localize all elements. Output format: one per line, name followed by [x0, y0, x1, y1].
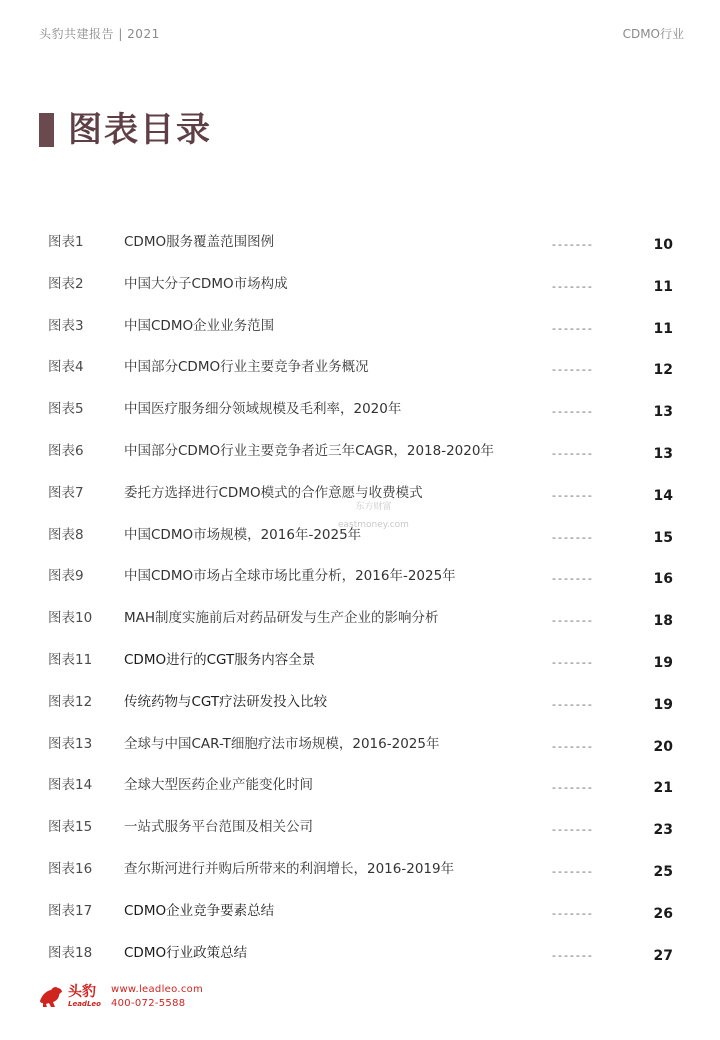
toc-leader-dashes: -------: [552, 614, 594, 628]
footer-phone: 400-072-5588: [110, 998, 186, 1009]
toc-figure-title[interactable]: 中国医疗服务细分领域规模及毛利率，2020年: [124, 401, 402, 418]
toc-row[interactable]: [0, 220, 720, 262]
toc-page-number: 27: [653, 947, 673, 964]
toc-leader-dashes: -------: [552, 279, 594, 293]
toc-page-number: 12: [653, 362, 673, 379]
toc-leader-dashes: -------: [552, 781, 594, 795]
toc-row[interactable]: [0, 304, 720, 346]
toc-leader-dashes: -------: [552, 321, 594, 335]
toc-leader-dashes: -------: [552, 823, 594, 837]
logo-english-name: LeadLeo: [68, 1000, 101, 1008]
title-block: [39, 110, 212, 150]
toc-figure-label: 图表9: [48, 568, 84, 585]
toc-figure-label: 图表18: [48, 944, 93, 961]
footer-website-link[interactable]: www.leadleo.com: [110, 984, 204, 995]
watermark-line-1: 东方财富: [355, 502, 392, 512]
toc-page-number: 11: [653, 320, 673, 337]
toc-page-number: 25: [653, 863, 673, 880]
toc-figure-label: 图表17: [48, 902, 93, 919]
toc-leader-dashes: -------: [552, 948, 594, 962]
watermark: [338, 498, 409, 534]
toc-leader-dashes: -------: [552, 405, 594, 419]
toc-figure-label: 图表1: [48, 234, 84, 250]
toc-page-number: 14: [653, 487, 673, 504]
toc-figure-label: 图表6: [48, 442, 84, 459]
toc-page-number: 19: [653, 696, 673, 713]
header-industry-label: CDMO行业: [622, 27, 684, 41]
toc-figure-title[interactable]: 中国CDMO企业业务范围: [124, 317, 275, 334]
toc-figure-label: 图表13: [48, 735, 93, 752]
toc-leader-dashes: -------: [552, 572, 594, 586]
toc-page-number: 21: [653, 780, 673, 797]
toc-row[interactable]: [0, 722, 720, 764]
toc-leader-dashes: -------: [552, 488, 594, 502]
logo-chinese-name: 头豹: [68, 984, 96, 1000]
toc-page-number: 15: [653, 529, 673, 546]
toc-row[interactable]: [0, 387, 720, 429]
toc-row[interactable]: [0, 345, 720, 387]
toc-leader-dashes: -------: [552, 363, 594, 377]
leopard-logo-icon: [38, 985, 64, 1009]
toc-figure-label: 图表15: [48, 819, 93, 836]
toc-leader-dashes: -------: [552, 906, 594, 920]
toc-figure-label: 图表3: [48, 317, 84, 334]
toc-figure-title[interactable]: 全球与中国CAR-T细胞疗法市场规模，2016-2025年: [124, 735, 440, 752]
toc-figure-label: 图表14: [48, 777, 93, 794]
toc-leader-dashes: -------: [552, 238, 594, 251]
toc-figure-label: 图表16: [48, 860, 93, 877]
toc-row[interactable]: [0, 889, 720, 931]
toc-page-number: 16: [653, 571, 673, 588]
toc-figure-title[interactable]: 传统药物与CGT疗法研发投入比较: [124, 693, 328, 710]
toc-figure-label: 图表7: [48, 484, 84, 501]
toc-leader-dashes: -------: [552, 446, 594, 460]
toc-row[interactable]: [0, 262, 720, 304]
toc-page-number: 19: [653, 654, 673, 671]
toc-row[interactable]: [0, 596, 720, 638]
toc-leader-dashes: -------: [552, 739, 594, 753]
toc-figure-label: 图表5: [48, 401, 84, 418]
page-title: 图表目录: [68, 110, 212, 150]
toc-leader-dashes: -------: [552, 697, 594, 711]
toc-leader-dashes: -------: [552, 655, 594, 669]
toc-figure-title[interactable]: CDMO行业政策总结: [124, 944, 248, 961]
toc-figure-label: 图表2: [48, 275, 84, 292]
toc-leader-dashes: -------: [552, 864, 594, 878]
toc-page-number: 18: [653, 613, 673, 630]
toc-figure-title[interactable]: CDMO进行的CGT服务内容全景: [124, 651, 316, 668]
toc-row[interactable]: [0, 638, 720, 680]
toc-page-number: 13: [653, 404, 673, 421]
footer: [38, 983, 203, 1011]
toc-page-number: 23: [653, 822, 673, 839]
toc-row[interactable]: [0, 554, 720, 596]
toc-figure-label: 图表8: [48, 526, 84, 543]
toc-row[interactable]: [0, 429, 720, 471]
toc-figure-label: 图表12: [48, 693, 93, 710]
toc-figure-title[interactable]: 中国CDMO市场规模，2016年-2025年: [124, 526, 362, 543]
toc-figure-title[interactable]: 中国部分CDMO行业主要竞争者业务概况: [124, 359, 369, 376]
toc-page-number: 11: [653, 278, 673, 295]
toc-leader-dashes: -------: [552, 530, 594, 544]
toc-page-number: 20: [653, 738, 673, 755]
toc-row[interactable]: [0, 763, 720, 805]
toc-figure-label: 图表4: [48, 359, 84, 376]
footer-contact: [111, 983, 203, 1011]
toc-figure-title[interactable]: 委托方选择进行CDMO模式的合作意愿与收费模式: [124, 484, 423, 501]
toc-figure-title[interactable]: MAH制度实施前后对药品研发与生产企业的影响分析: [124, 610, 439, 627]
toc-page-number: 10: [653, 237, 673, 253]
toc-figure-label: 图表11: [48, 651, 93, 668]
toc-figure-label: 图表10: [48, 610, 93, 627]
toc-page-number: 13: [653, 445, 673, 462]
toc-row[interactable]: [0, 847, 720, 889]
toc-row[interactable]: [0, 680, 720, 722]
toc-figure-title[interactable]: 中国CDMO市场占全球市场比重分析，2016年-2025年: [124, 568, 456, 585]
toc-page-number: 26: [653, 905, 673, 922]
title-accent-bar: [39, 113, 54, 147]
toc-list: [0, 220, 720, 972]
toc-figure-title[interactable]: 一站式服务平台范围及相关公司: [124, 819, 313, 836]
toc-figure-title[interactable]: 中国大分子CDMO市场构成: [124, 275, 288, 292]
toc-figure-title[interactable]: 中国部分CDMO行业主要竞争者近三年CAGR，2018-2020年: [124, 442, 494, 459]
header-report-label: 头豹共建报告 | 2021: [39, 27, 160, 41]
toc-figure-title[interactable]: 全球大型医药企业产能变化时间: [124, 777, 313, 794]
toc-row[interactable]: [0, 805, 720, 847]
toc-figure-title[interactable]: 查尔斯河进行并购后所带来的利润增长，2016-2019年: [124, 860, 455, 877]
toc-figure-title[interactable]: CDMO企业竞争要素总结: [124, 902, 275, 919]
toc-row[interactable]: [0, 931, 720, 973]
leadleo-logo: [38, 985, 101, 1009]
toc-figure-title[interactable]: CDMO服务覆盖范围图例: [124, 234, 275, 250]
watermark-line-2: eastmoney.com: [338, 520, 409, 530]
